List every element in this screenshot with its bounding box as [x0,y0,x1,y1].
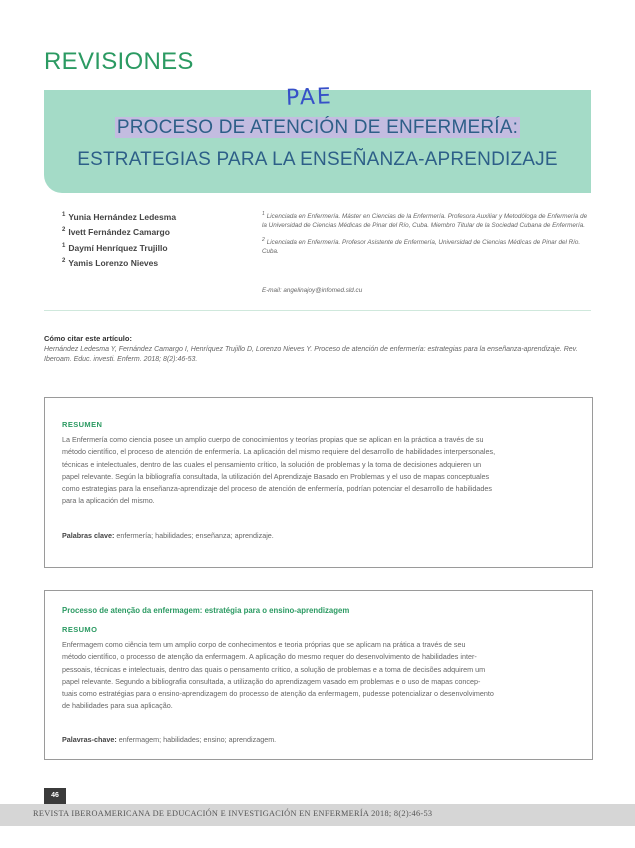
article-title-highlight: PROCESO DE ATENCIÓN DE ENFERMERÍA: [116,117,519,138]
resumen-box [44,397,593,568]
author: $^1$ Yunia Hernández Ledesma [62,211,177,222]
resumen-body: La Enfermería como ciencia posee un amplio cuerpo de conocimientos y teorías propias que se aplican en la práctica a través de su método científico, el proceso de atención de enfermería. La aplicación del mismo requiere del desarrollo de habilidades interpersonales, técnicas e intelectuales, dentro de las cuales el pensamiento crítico, la solución de problemas y la toma de decisiones adquieren un papel relevante. Según la bibliografía consultada, la utilización del Aprendizaje Basado en Problemas y el uso de mapas conceptuales como estrategias para la enseñanza-aprendizaje del proceso de atención de enfermería, podrían potenciar el desarrollo de habilidades para la aplicación del mismo. [62,435,496,506]
author-list [62,209,176,270]
author: $^2$ Ivett Fernández Camargo [62,227,170,238]
affiliation: $^2$ Licenciada en Enfermería. Profesor Asistente de Enfermería, Universidad de Ciencias Médicas de Pinar del Río. Cuba. [262,236,581,256]
journal-footer [0,804,635,826]
resumo-body: Enfermagem como ciência tem um amplio corpo de conhecimentos e teoria próprias que se aplicam na prática a través de seu método científico, o processo de atenção da enfermagem. A aplicação do mesmo requer do desenvolvimento de habilidades inter- pessoais, técnicas e intelectuais, dentro das quais o pensamento crítico, a solução de problemas e a toma de decisões adquirem um papel relevante. Segundo a bibliografia consultada, a utilização do aprendizagem vasado em problemas e o uso de mapas concep- tuais como estratégias para o ensino-aprendizagem do processo de atenção da enfermagem, pudesse potencializar o desenvolvimento de habilidades para sua aplicação. [62,640,494,711]
handwritten-note: PAE [285,84,334,111]
divider [44,310,591,311]
resumen-keywords: Palabras clave: enfermería; habilidades; enseñanza; aprendizaje. [62,531,274,540]
author: $^1$ Daymí Henríquez Trujillo [62,242,168,253]
citation-label: Cómo citar este artículo: [44,334,132,343]
section-label: REVISIONES [44,48,194,75]
page-number: 46 [44,788,66,804]
affiliations [262,210,592,261]
resumo-keywords: Palavras-chave: enfermagem; habilidades; ensino; aprendizagem. [62,735,277,744]
resumo-title: Processo de atenção da enfermagem: estratégia para o ensino-aprendizagem [62,606,350,615]
article-title-line-2: ESTRATEGIAS PARA LA ENSEÑANZA-APRENDIZAJE [77,149,558,170]
article-title-line-1 [0,117,635,139]
resumo-heading: RESUMO [62,625,98,634]
contact-email[interactable]: E-mail: angelinajoy@infomed.sld.cu [262,287,363,294]
footer-text: REVISTA IBEROAMERICANA DE EDUCACIÓN E INVESTIGACIÓN EN ENFERMERÍA 2018; 8(2):46-53 [33,809,433,818]
author: $^2$ Yamis Lorenzo Nieves [62,257,159,268]
affiliation: $^1$ Licenciada en Enfermería. Máster en Ciencias de la Enfermería. Profesora Auxiliar y Metodóloga de Enfermería de la Universidad de Ciencias Médicas de Pinar del Río, Cuba. Miembro Titular de la Sociedad Cubana de Enfermería. [262,211,588,230]
resumen-heading: RESUMEN [62,420,103,429]
citation-text: Hernández Ledesma Y, Fernández Camargo I, Henríquez Trujillo D, Lorenzo Nieves Y. Proceso de atención de enfermería: estrategias para la enseñanza-aprendizaje. Rev. Iberoam. Educ. investi. Enferm. 2018; 8(2):46-53. [44,346,578,363]
resumo-box [44,590,593,760]
